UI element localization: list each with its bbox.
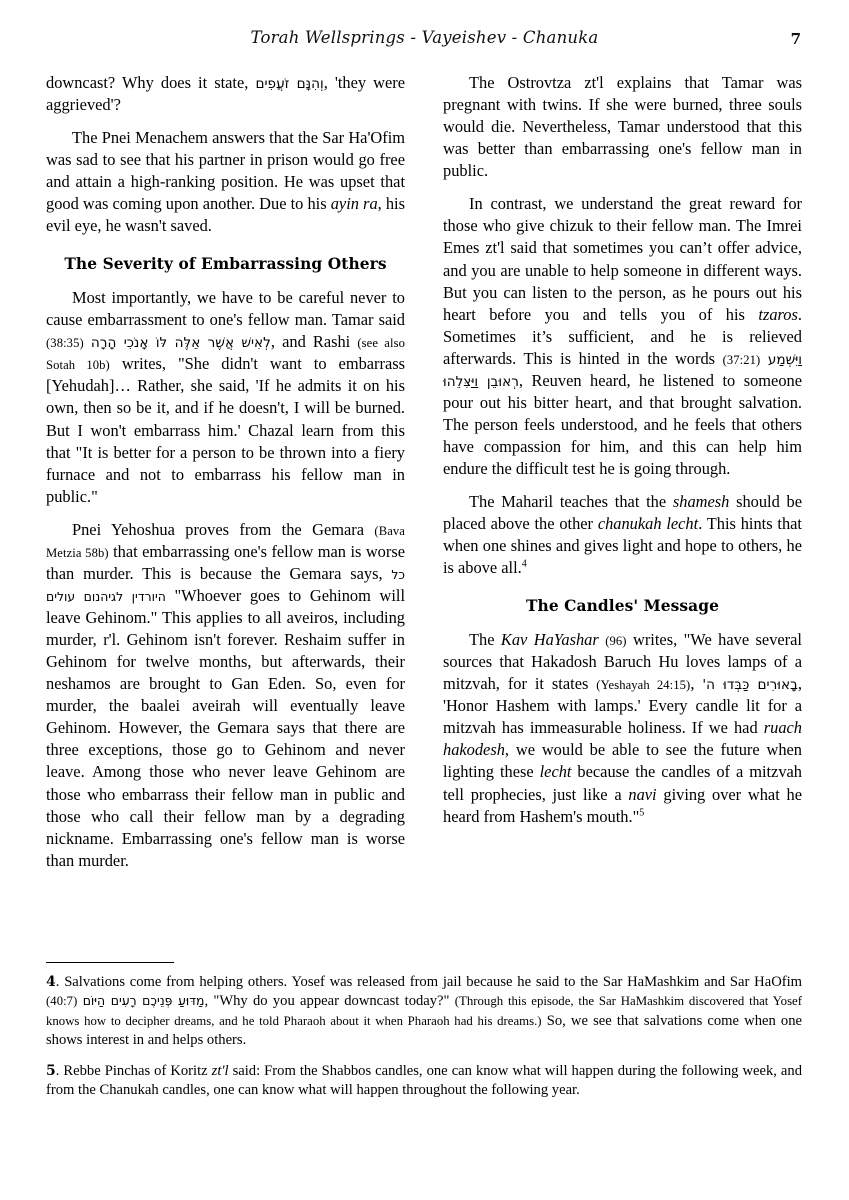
body-text: writes, "She didn't want to embarrass [Yehudah]… Rather, she said, 'If he admits it on his own, then so be it, and if he doesn't, I will be burned. But I won't embarrass him.' Chazal learn from this that "It is better for a person to be thrown into a fiery furnace and not to embarrass his fellow man in public." [46,354,405,506]
hebrew-quote: כל היורדין לגיהנום עולים [46,566,405,604]
body-text: , and Rashi [270,332,358,352]
body-paragraph [443,72,802,182]
body-text: "Whoever goes to Gehinom will leave Gehinom." This applies to all aveiros, including murder, r'l. Gehinom isn't forever. Reshaim suffer in Gehinom for twelve months, but afterwards, their neshamos are brought to Gan Eden. So, even for murder, the baalei aveirah will eventually leave Gehinom. However, the Gemara says that there are three exceptions, those go to Gehinom and never leave. Among those who never leave Gehinom are those who embarrass their fellow man in public and those who call their fellow man by a degrading nickname. Embarrassing one's fellow man is worse than murder. [46,585,405,870]
body-text: that embarrassing one's fellow man is worse than murder. This is because the Gemara says, [46,541,405,583]
hebrew-quote: וַיִּשְׁמַע רְאוּבֵן וַיַּצִּלֵהוּ [443,351,802,390]
left-text-column [46,72,405,952]
emphasized-term: zt'l [211,1062,229,1079]
body-text: downcast? Why does it state, [46,73,256,92]
body-paragraph [46,127,405,237]
source-reference: (37:21) [722,352,761,367]
body-text: , Reuven heard, he listened to someone pour out his bitter heart, and that brought salvation. The person feels understood, and he feels that others have compassion for him, and this can help him endure the difficult test he is going through. [443,370,802,479]
body-text: Most importantly, we have to be careful never to cause embarrassment to one's fellow man. Tamar said [46,288,405,330]
emphasized-term: ruach hakodesh [443,718,802,760]
source-reference: (96) [605,634,627,649]
footnote-number: 5 [46,1062,56,1079]
emphasized-term: shamesh [672,492,730,512]
body-text: The Maharil teaches that the [469,492,673,512]
body-text: So, we see that salvations come when one shows interest in and helps others. [46,1012,802,1049]
footnote [46,1062,802,1101]
page-header [46,28,803,58]
running-head-title: Torah Wellsprings - Vayeishev - Chanuka [250,28,599,47]
emphasized-term: chanukah lecht [597,514,699,534]
emphasized-term: tzaros [758,304,798,324]
section-subheading: The Candles' Message [525,597,720,616]
body-text: because the candles of a mitzvah tell prophecies, just like a [443,762,803,804]
body-paragraph [443,491,802,579]
footnote-number: 4 [46,974,56,990]
source-reference: (see also Sotah 10b) [46,336,405,373]
body-text: giving over what he heard from Hashem's mouth." [443,784,802,826]
emphasized-term: lecht [539,762,572,782]
two-column-body [46,72,803,952]
body-text: The [469,630,501,650]
right-text-column [443,72,802,952]
body-text: . Rebbe Pinchas of Koritz [55,1062,212,1079]
body-text: . Sometimes it’s sufficient, and he is relieved afterwards. This is hinted in the words [443,304,802,368]
source-reference: (38:35) [46,336,84,351]
body-text: writes, "We have several sources that Hakadosh Baruch Hu loves lamps of a mitzvah, for it states [443,630,802,694]
parenthetical-note: (Through this episode, the Sar HaMashkim discovered that Yosef knows how to decipher dreams, and he told Pharaoh about it when Pharaoh had his dreams.) [46,994,802,1028]
body-text: , [690,674,703,694]
hebrew-quote: וְהִנָּם זֹעֲפִים [255,76,324,92]
emphasized-term: navi [628,784,657,804]
body-paragraph [46,72,405,116]
body-text [760,349,768,368]
footnotes-section [46,973,802,1100]
emphasized-term: ayin ra [330,194,378,214]
body-text: Pnei Yehoshua proves from the Gemara [72,519,375,539]
body-text: should be placed above the other [443,492,802,534]
emphasized-term: Kav HaYashar [500,630,599,650]
source-reference: (Bava Metzia 58b) [46,523,405,560]
body-text: , his evil eye, he wasn't saved. [46,194,405,236]
body-paragraph [46,519,405,872]
body-text: The Pnei Menachem answers that the Sar Ha'Ofim was sad to see that his partner in prison would go free and attain a high-ranking position. He was upset that good was coming upon another. Due to his [46,128,405,214]
source-reference: (Yeshayah 24:15) [596,678,691,693]
section-subheading: The Severity of Embarrassing Others [64,255,387,274]
body-text [84,332,91,351]
footnote-marker: 5 [639,807,645,819]
body-text: . This hints that when one shines and gives light and hope to others, he is above all. [443,514,802,578]
body-text: said: From the Shabbos candles, one can know what will happen during the following week, and from the Chanukah candles, one can know what will happen throughout the following year. [46,1062,802,1099]
source-reference: (40:7) [46,994,78,1009]
body-text: , 'Honor Hashem with lamps.' Every candle lit for a mitzvah has immeasurable holiness. If we had [443,674,802,738]
hebrew-quote: מַדּוּעַ פְּנֵיכֶם רָעִים הַיּוֹם [82,993,205,1009]
body-text: In contrast, we understand the great reward for those who give chizuk to their fellow man. The Imrei Emes zt'l said that sometimes you can’t offer advice, and you are unable to help someone in different ways. But you can listen to the person, as he pours out his heart before you and tells you of his [443,194,802,324]
body-paragraph [46,287,405,508]
footnote [46,973,802,1051]
footnote-marker: 4 [521,558,527,570]
body-paragraph [443,193,802,480]
hebrew-quote: לְאִישׁ אֲשֶׁר אֵלֶּה לּוֹ אָנֹכִי הָרָה [90,335,271,352]
footnote-separator-rule [46,962,174,963]
hebrew-quote: בָאוּרִים כַּבְּדוּ ה' [702,677,798,694]
body-text: The Ostrovtza zt'l explains that Tamar was pregnant with twins. If she were burned, three souls would die. Nevertheless, Tamar understood that this was better than embarrassing one's fellow man in public. [443,73,802,181]
page-number: 7 [790,30,801,48]
body-text: , we would be able to see the future when lighting these [443,740,802,782]
body-text: , 'they were aggrieved'? [46,73,405,115]
body-text: . Salvations come from helping others. Yosef was released from jail because he said to the Sar HaMashkim and Sar HaOfim [55,974,802,990]
body-paragraph [443,629,802,828]
body-text: , "Why do you appear downcast today?" [204,993,455,1010]
